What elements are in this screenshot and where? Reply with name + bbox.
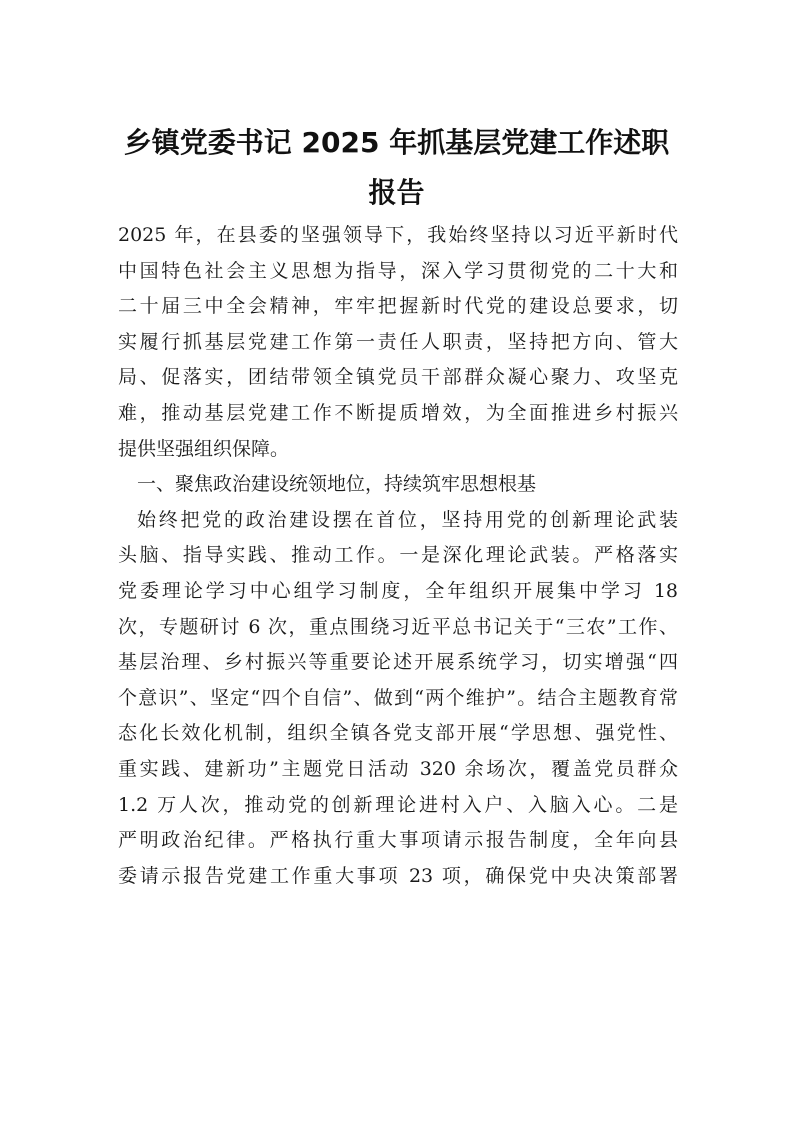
text-line: 2025 年，在县委的坚强领导下，我始终坚持以习近平新时代	[118, 224, 678, 246]
text-line: 基层治理、乡村振兴等重要论述开展系统学习，切实增强“四	[118, 651, 678, 674]
text-line: 中国特色社会主义思想为指导，深入学习贯彻党的二十大和	[118, 259, 678, 282]
text-line: 始终把党的政治建设摆在首位，坚持用党的创新理论武装	[137, 508, 678, 531]
text-line: 个意识”、坚定“四个自信”、做到“两个维护”。结合主题教育常	[118, 686, 678, 709]
document-title	[100, 118, 693, 218]
text-line: 重实践、建新功”主题党日活动 320 余场次，覆盖党员群众	[118, 757, 678, 780]
text-line: 提供坚强组织保障。	[118, 437, 290, 460]
text-line: 1.2 万人次，推动党的创新理论进村入户、入脑入心。二是	[118, 793, 678, 816]
text-line: 党委理论学习中心组学习制度，全年组织开展集中学习 18	[118, 579, 678, 602]
text-line: 难，推动基层党建工作不断提质增效，为全面推进乡村振兴	[118, 401, 678, 424]
document-body	[118, 218, 678, 894]
text-line: 次，专题研讨 6 次，重点围绕习近平总书记关于“三农”工作、	[118, 615, 678, 638]
text-line: 委请示报告党建工作重大事项 23 项，确保党中央决策部署	[118, 864, 678, 887]
text-line: 严明政治纪律。严格执行重大事项请示报告制度，全年向县	[118, 829, 678, 852]
section-1-paragraph	[118, 503, 678, 895]
title-line-1: 乡镇党委书记 2025 年抓基层党建工作述职	[123, 126, 670, 159]
text-line: 局、促落实，团结带领全镇党员干部群众凝心聚力、攻坚克	[118, 366, 678, 389]
text-line: 二十届三中全会精神，牢牢把握新时代党的建设总要求，切	[118, 295, 678, 318]
text-line: 态化长效化机制，组织全镇各党支部开展“学思想、强党性、	[118, 722, 678, 745]
text-line: 实履行抓基层党建工作第一责任人职责，坚持把方向、管大	[118, 330, 678, 353]
section-heading: 一、聚焦政治建设统领地位，持续筑牢思想根基	[137, 473, 537, 496]
title-line-2: 报告	[368, 176, 425, 209]
text-line: 头脑、指导实践、推动工作。一是深化理论武装。严格落实	[118, 544, 678, 567]
intro-paragraph	[118, 218, 678, 467]
